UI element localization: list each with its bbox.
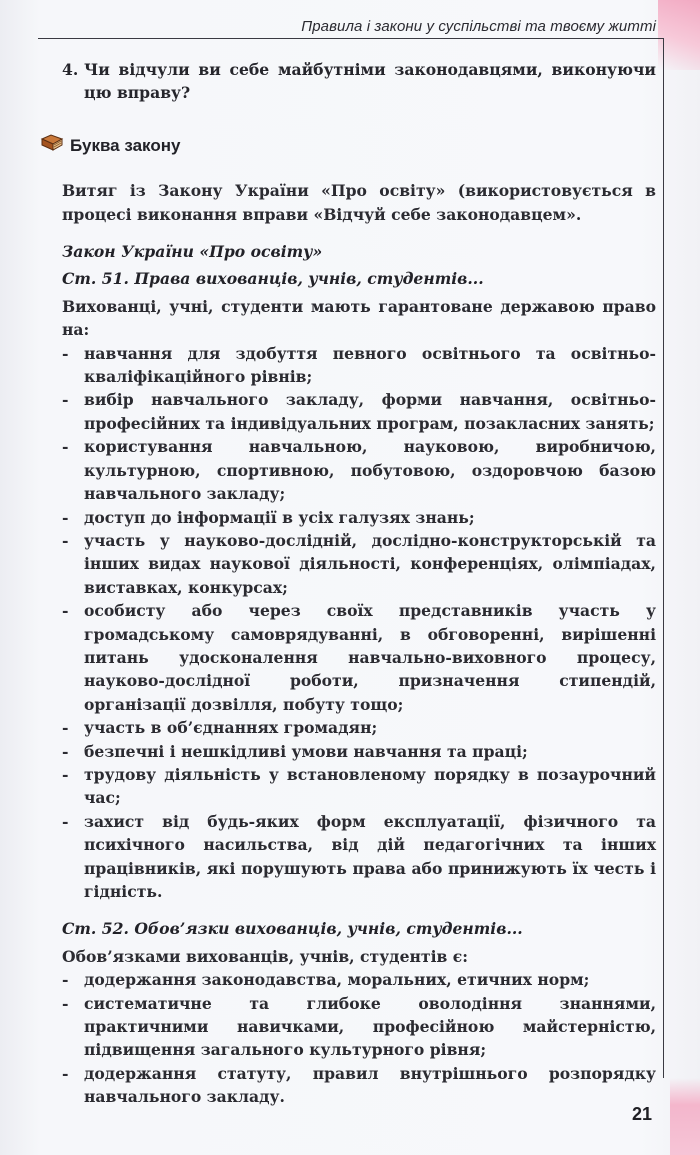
law-title: Закон України «Про освіту» xyxy=(62,242,323,262)
article-52-lead: Обов’язками вихованців, учнів, студентів є: xyxy=(62,946,469,966)
list-item: - навчання для здобуття певного освітнього та освітньо-кваліфікаційного рівнів; xyxy=(62,343,656,387)
article-51-lead: Вихованці, учні, студенти мають гарантоване державою право на: xyxy=(62,296,656,340)
page-tab-top xyxy=(658,0,700,70)
list-item: - захист від будь-яких форм експлуатації, фізичного та психічного насильства, від дій педагогічних та інших працівників, які порушують права або принижують їх честь і гідність. xyxy=(62,811,656,901)
list-item: - вибір навчального закладу, форми навчання, освітньо-професійних та індивідуальних програм, позакласних занять; xyxy=(62,390,656,433)
list-item: - трудову діяльність у встановленому порядку в позаурочний час; xyxy=(62,764,656,808)
list-item: - участь у науково-дослідній, дослідно-конструкторській та інших видах наукової діяльності, конференціях, олімпіадах, виставках, конкурсах; xyxy=(62,530,656,597)
article-51-list xyxy=(62,342,656,904)
header-rule xyxy=(38,38,664,39)
list-item: - безпечні і нешкідливі умови навчання та праці; xyxy=(62,741,528,761)
list-item: - участь в об’єднаннях громадян; xyxy=(62,718,378,738)
section-heading xyxy=(40,133,656,159)
list-item: - систематичне та глибоке оволодіння знаннями, практичними навичками, професійною майстерністю, підвищення загального культурного рівня; xyxy=(62,993,656,1060)
page-tab-bottom xyxy=(670,1078,700,1155)
article-52-title: Ст. 52. Обов’язки вихованців, учнів, студентів... xyxy=(62,919,523,939)
article-52-list xyxy=(62,968,656,1108)
list-item: - особисту або через своїх представників участь у громадському самоврядуванні, в обговоренні, вирішенні питань удосконалення навчально-виховного процесу, науково-дослідної роботи, призначення стипендій, організації дозвілля, побуту тощо; xyxy=(62,601,656,714)
section-title: Буква закону xyxy=(70,136,181,156)
page-number: 21 xyxy=(631,1104,652,1124)
article-51-title: Ст. 51. Права вихованців, учнів, студентів... xyxy=(62,269,484,289)
page-content xyxy=(62,58,656,1109)
book-icon xyxy=(40,133,70,159)
section-intro: Витяг із Закону України «Про освіту» (використовується в процесі виконання вправи «Відчуй себе законодавцем». xyxy=(62,181,656,224)
question-text: Чи відчули ви себе майбутніми законодавцями, виконуючи цю вправу? xyxy=(84,60,656,103)
list-item: - додержання статуту, правил внутрішнього розпорядку навчального закладу. xyxy=(62,1063,656,1107)
question-number: 4. xyxy=(62,60,79,79)
list-item: - користування навчальною, науковою, виробничою, культурною, спортивною, побутовою, оздоровчою базою навчального закладу; xyxy=(62,437,656,504)
running-title: Правила і закони у суспільстві та твоєму житті xyxy=(301,18,656,35)
list-item: - додержання законодавства, моральних, етичних норм; xyxy=(62,970,590,990)
list-item: - доступ до інформації в усіх галузях знань; xyxy=(62,507,475,527)
margin-rule xyxy=(663,38,664,1078)
question xyxy=(62,58,656,105)
